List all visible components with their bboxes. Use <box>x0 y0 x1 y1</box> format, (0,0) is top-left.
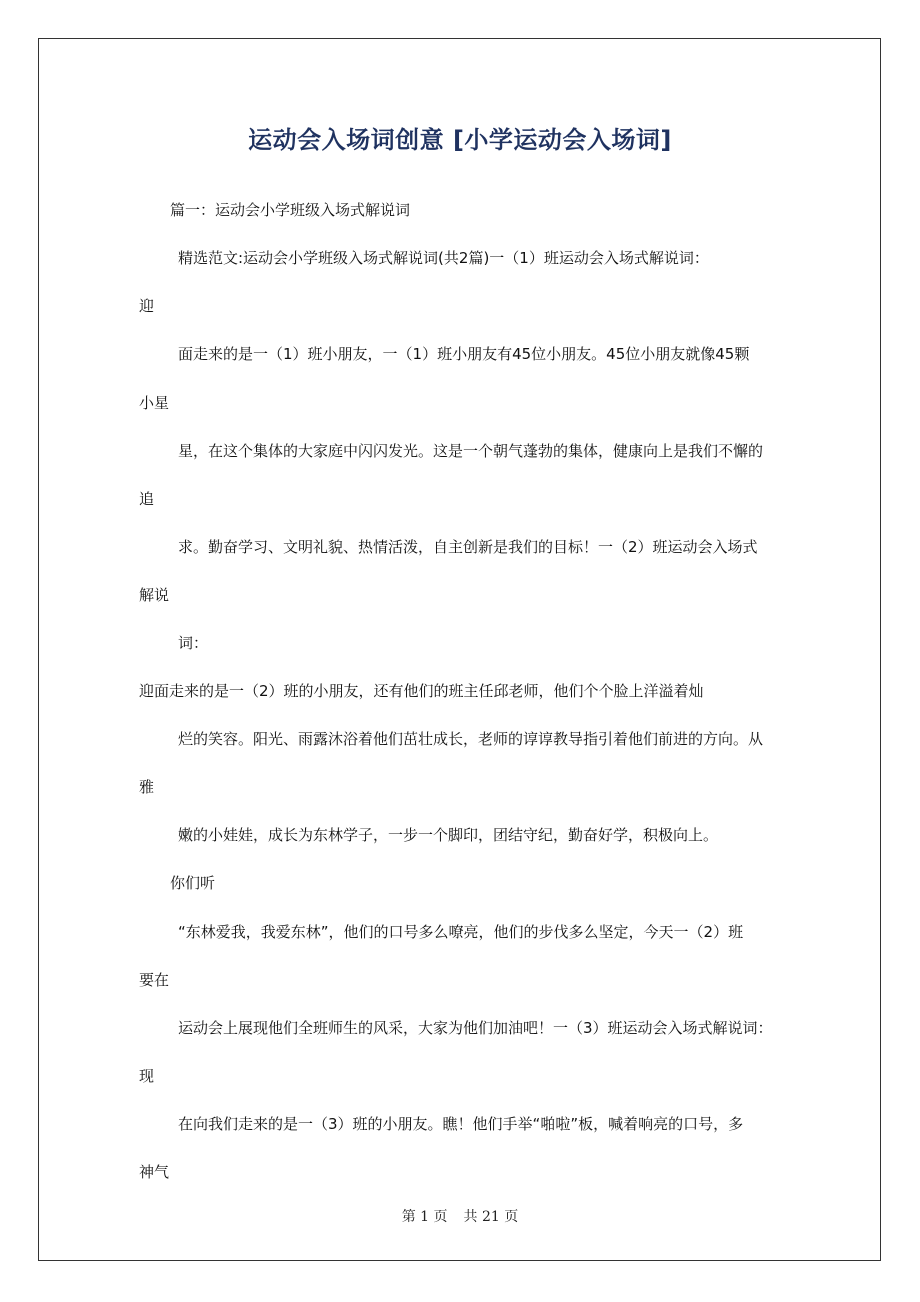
body-line-13: 雅 <box>139 778 155 796</box>
body-line-12: 烂的笑容。阳光、雨露沐浴着他们茁壮成长，老师的谆谆教导指引着他们前进的方向。从 <box>178 730 764 748</box>
body-line-15: 你们听 <box>170 874 216 892</box>
body-line-5: 小星 <box>139 394 170 412</box>
body-line-17: 要在 <box>139 971 170 989</box>
body-line-3: 迎 <box>139 297 155 315</box>
document-title: 运动会入场词创意 [小学运动会入场词] <box>248 126 672 154</box>
body-line-2: 精选范文:运动会小学班级入场式解说词(共2篇)一（1）班运动会入场式解说词： <box>178 249 709 267</box>
body-line-19: 现 <box>139 1067 155 1085</box>
body-line-10: 词： <box>178 634 209 652</box>
body-line-14: 嫩的小娃娃，成长为东林学子，一步一个脚印，团结守纪，勤奋好学，积极向上。 <box>178 826 719 844</box>
page-total: 共 21 页 <box>463 1209 519 1225</box>
page-border <box>38 38 881 1261</box>
body-line-1: 篇一：运动会小学班级入场式解说词 <box>170 201 411 219</box>
body-line-16: “东林爱我，我爱东林”，他们的口号多么嘹亮，他们的步伐多么坚定，今天一（2）班 <box>178 923 744 941</box>
page-number: 第 1 页 <box>401 1209 448 1225</box>
body-line-9: 解说 <box>139 586 170 604</box>
body-line-7: 追 <box>139 490 155 508</box>
body-line-8: 求。勤奋学习、文明礼貌、热情活泼，自主创新是我们的目标！一（2）班运动会入场式 <box>178 538 758 556</box>
body-line-6: 星，在这个集体的大家庭中闪闪发光。这是一个朝气蓬勃的集体，健康向上是我们不懈的 <box>178 442 764 460</box>
page-footer <box>0 1206 920 1226</box>
body-line-18: 运动会上展现他们全班师生的风采，大家为他们加油吧！一（3）班运动会入场式解说词： <box>178 1019 773 1037</box>
body-line-21: 神气 <box>139 1163 170 1181</box>
body-line-11: 迎面走来的是一（2）班的小朋友，还有他们的班主任邱老师，他们个个脸上洋溢着灿 <box>139 682 704 700</box>
body-line-20: 在向我们走来的是一（3）班的小朋友。瞧！他们手举“啪啦”板，喊着响亮的口号，多 <box>178 1115 744 1133</box>
body-line-4: 面走来的是一（1）班小朋友，一（1）班小朋友有45位小朋友。45位小朋友就像45颗 <box>178 345 750 363</box>
